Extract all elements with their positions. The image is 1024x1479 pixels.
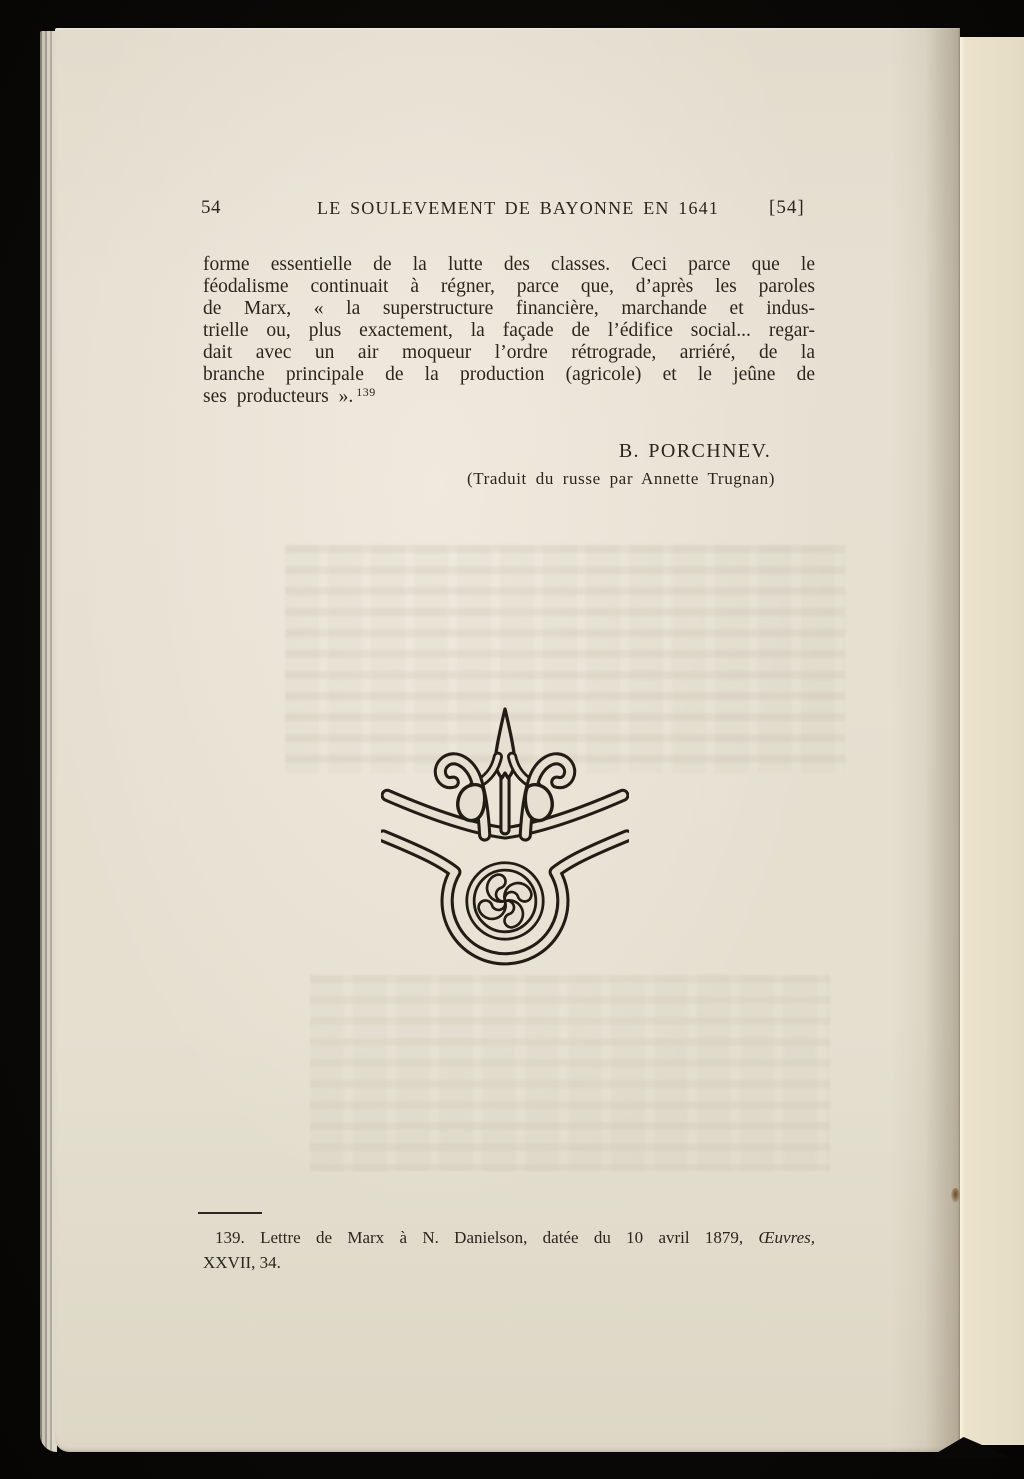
body-line: forme essentielle de la lutte des classes. Ceci parce que le bbox=[203, 254, 815, 275]
body-last-text: ses producteurs ». bbox=[203, 386, 354, 407]
body-line: dait avec un air moqueur l’ordre rétrograde, arriéré, de la bbox=[203, 342, 815, 363]
page-number: 54 bbox=[201, 197, 221, 218]
paper-stain bbox=[951, 1188, 960, 1203]
author-signature: B. PORCHNEV. bbox=[618, 440, 772, 462]
book-page bbox=[55, 28, 960, 1452]
footnote-line: XXVII, 34. bbox=[203, 1253, 281, 1272]
translator-note: (Traduit du russe par Annette Trugnan) bbox=[466, 469, 776, 488]
body-line: de Marx, « la superstructure financière, marchande et indus- bbox=[203, 298, 815, 319]
page-number-bracketed: [54] bbox=[769, 197, 805, 218]
footnote-text: 139. Lettre de Marx à N. Danielson, datée du 10 avril 1879, bbox=[215, 1228, 744, 1247]
body-line: branche principale de la production (agricole) et le jeûne de bbox=[203, 364, 815, 385]
lauburu-printers-mark-icon bbox=[381, 706, 629, 968]
footnote-work-title: Œuvres, bbox=[758, 1228, 816, 1247]
footnote-rule bbox=[198, 1212, 262, 1214]
footnote-line bbox=[203, 1225, 815, 1250]
body-line-last bbox=[203, 386, 815, 408]
body-paragraph bbox=[203, 254, 815, 408]
body-line: féodalisme continuait à régner, parce que, d’après les paroles bbox=[203, 276, 815, 297]
footnote-reference: 139 bbox=[356, 385, 376, 399]
running-title: LE SOULEVEMENT DE BAYONNE EN 1641 bbox=[317, 198, 720, 218]
footnote bbox=[203, 1225, 815, 1275]
body-line: trielle ou, plus exactement, la façade de l’édifice social... regar- bbox=[203, 320, 815, 341]
verso-show-through bbox=[310, 975, 830, 1171]
next-page-edge bbox=[960, 37, 1024, 1445]
